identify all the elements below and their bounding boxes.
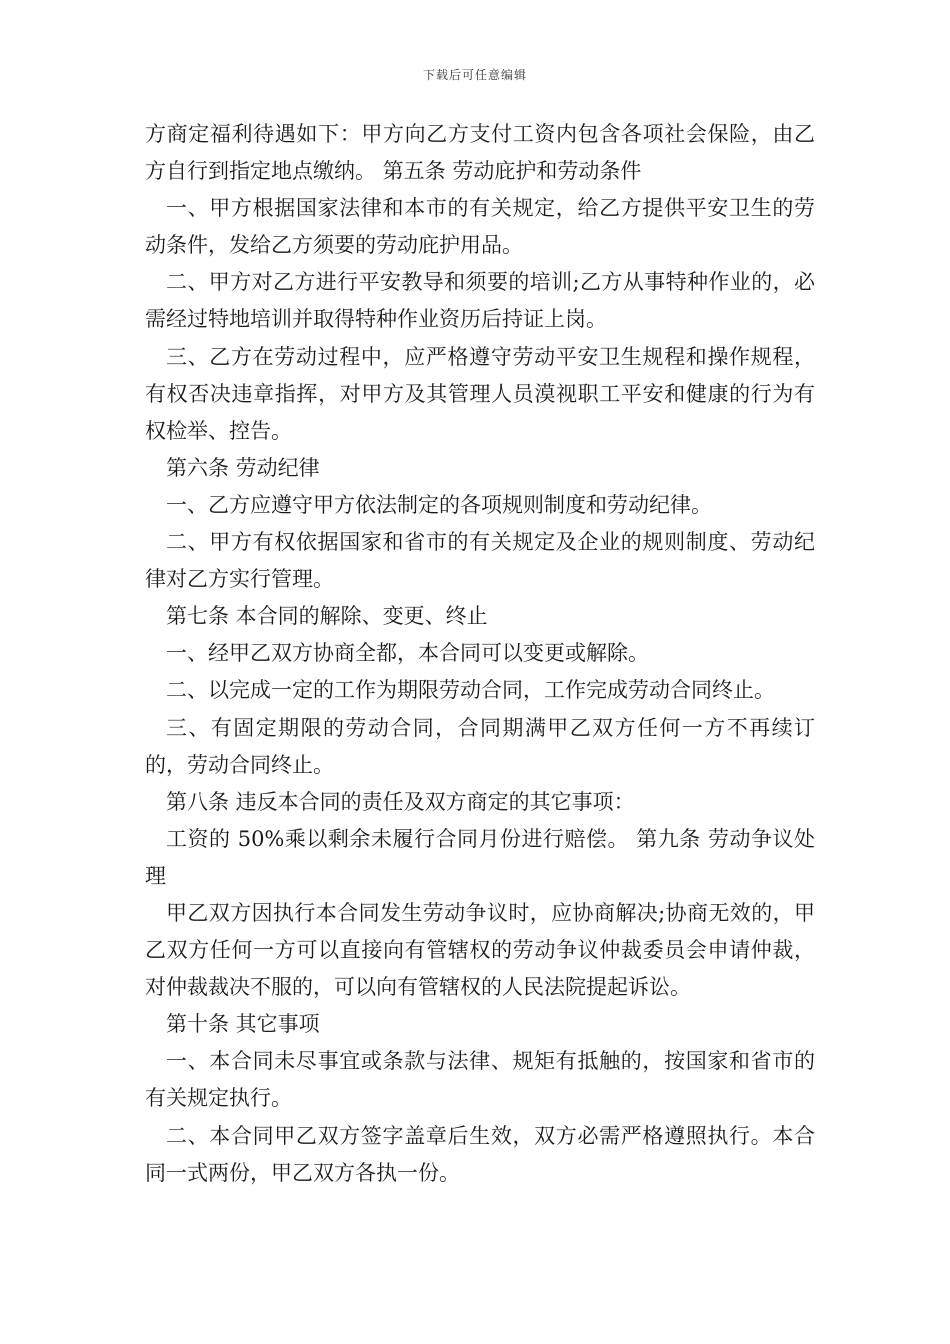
paragraph: 一、甲方根据国家法律和本市的有关规定，给乙方提供平安卫生的劳动条件，发给乙方须要的劳动庇护用品。 (145, 196, 815, 258)
section-heading: 第八条 违反本合同的责任及双方商定的其它事项： (166, 789, 635, 814)
paragraph: 一、经甲乙双方协商全都，本合同可以变更或解除。 (166, 641, 649, 666)
paragraph: 一、本合同未尽事宜或条款与法律、规矩有抵触的，按国家和省市的有关规定执行。 (145, 1049, 815, 1111)
document-body (145, 116, 815, 1192)
paragraph: 二、甲方对乙方进行平安教导和须要的培训;乙方从事特种作业的，必需经过特地培训并取得特种作业资历后持证上岗。 (145, 270, 815, 332)
paragraph: 方商定福利待遇如下：甲方向乙方支付工资内包含各项社会保险，由乙方自行到指定地点缴纳。 第五条 劳动庇护和劳动条件 (145, 122, 815, 184)
paragraph: 二、以完成一定的工作为期限劳动合同，工作完成劳动合同终止。 (166, 678, 775, 703)
page-header: 下载后可任意编辑 (422, 68, 527, 82)
paragraph: 三、有固定期限的劳动合同，合同期满甲乙双方任何一方不再续订的，劳动合同终止。 (145, 715, 815, 777)
section-heading: 第六条 劳动纪律 (166, 455, 320, 480)
paragraph: 甲乙双方因执行本合同发生劳动争议时，应协商解决;协商无效的，甲乙双方任何一方可以直接向有管辖权的劳动争议仲裁委员会申请仲裁，对仲裁裁决不服的，可以向有管辖权的人民法院提起诉讼。 (145, 900, 815, 1000)
paragraph: 二、甲方有权依据国家和省市的有关规定及企业的规则制度、劳动纪律对乙方实行管理。 (145, 530, 815, 592)
paragraph: 三、乙方在劳动过程中，应严格遵守劳动平安卫生规程和操作规程，有权否决违章指挥，对甲方及其管理人员漠视职工平安和健康的行为有权检举、控告。 (145, 344, 815, 443)
paragraph: 一、乙方应遵守甲方依法制定的各项规则制度和劳动纪律。 (166, 492, 712, 517)
paragraph: 工资的 50%乘以剩余未履行合同月份进行赔偿。 第九条 劳动争议处理 (145, 826, 815, 888)
section-heading: 第七条 本合同的解除、变更、终止 (166, 604, 488, 629)
section-heading: 第十条 其它事项 (166, 1012, 320, 1037)
paragraph: 二、本合同甲乙双方签字盖章后生效，双方必需严格遵照执行。本合同一式两份，甲乙双方各执一份。 (145, 1123, 815, 1185)
